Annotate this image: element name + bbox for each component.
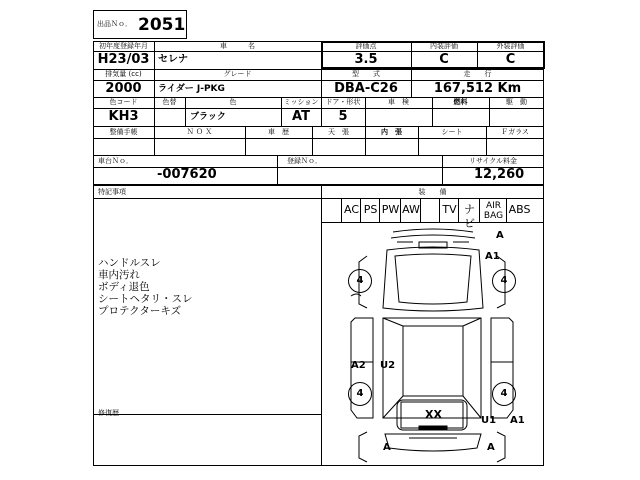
color-change-label: 色替 xyxy=(162,98,177,106)
damage-rear-bumper-left: A xyxy=(383,442,391,453)
equipment-cell xyxy=(341,199,360,222)
tire-rear-right: 4 xyxy=(492,382,516,406)
car-name-label: 車 名 xyxy=(220,42,255,50)
car-name-value: セレナ xyxy=(158,54,188,65)
recycle-label: リサイクル料金 xyxy=(468,157,518,165)
damage-rear-right-u: U1 xyxy=(481,415,497,426)
seat-label: シート xyxy=(441,128,463,136)
damage-front-right: A1 xyxy=(485,251,500,262)
remark-item: プロテクターキズ xyxy=(98,305,182,317)
equipment-item: AW xyxy=(402,203,420,216)
tire-front-right: 4 xyxy=(492,269,516,293)
front-bumper-shape xyxy=(391,229,475,248)
lot-number: 2051 xyxy=(138,15,186,35)
interior-lining-label: 内 張 xyxy=(381,128,402,136)
grade-value: ライダー J-PKG xyxy=(158,84,225,94)
history-label: 車 歴 xyxy=(268,128,289,136)
equipment-item: ナビ xyxy=(464,203,475,230)
tire-rear-left: 4 xyxy=(348,382,372,406)
doors-value: 5 xyxy=(338,109,348,124)
equipment-cell xyxy=(400,199,420,222)
lot-number-box xyxy=(93,10,187,39)
rating-label: 評価点 xyxy=(355,42,377,50)
color-code-value: KH3 xyxy=(108,109,139,124)
mileage-value: 167,512 Km xyxy=(433,81,522,96)
exterior-label: 外装評価 xyxy=(496,42,525,50)
lot-number-label: 出品Ｎｏ． xyxy=(97,20,132,28)
nox-label: Ｎ Ｏ Ｘ xyxy=(186,128,213,136)
equipment-item: AIR BAG xyxy=(483,201,504,221)
grade-label: グレード xyxy=(223,70,252,78)
transmission-label: ミッション xyxy=(283,98,319,106)
sunroof-label: 天 張 xyxy=(328,128,349,136)
recycle-value: 12,260 xyxy=(474,167,525,182)
equipment-item: PS xyxy=(363,203,378,216)
damage-rear-bumper-right: A xyxy=(487,442,495,453)
equipment-label: 装 備 xyxy=(418,188,447,196)
divider xyxy=(277,155,278,184)
equipment-cell xyxy=(420,199,439,222)
chassis-no-label: 車台Ｎｏ． xyxy=(98,157,133,165)
equipment-item: TV xyxy=(442,203,457,216)
equipment-cell xyxy=(506,199,531,222)
damage-left-rear-a: A2 xyxy=(351,360,366,371)
interior-value: C xyxy=(439,52,449,67)
first-registration-label: 初年度登録年月 xyxy=(99,42,148,50)
chassis-no-value: -007620 xyxy=(157,167,217,182)
divider xyxy=(93,126,544,127)
remark-item: ボディ退色 xyxy=(98,281,150,293)
remark-item: ハンドルスレ xyxy=(98,257,161,269)
exterior-value: C xyxy=(505,52,516,67)
model-label: 型 式 xyxy=(352,70,380,78)
damage-rear-right-a: A1 xyxy=(510,415,525,426)
transmission-value: AT xyxy=(292,109,310,124)
fuel-label: 燃料 xyxy=(453,98,468,106)
divider xyxy=(93,155,544,156)
first-registration-value: H23/03 xyxy=(97,52,150,67)
damage-left-rear-u: U2 xyxy=(380,360,396,371)
divider xyxy=(93,414,321,415)
equipment-cell xyxy=(379,199,400,222)
repair-history-label: 修復歴 xyxy=(98,409,119,417)
equipment-cell xyxy=(360,199,379,222)
displacement-label: 排気量 (cc) xyxy=(105,70,142,78)
maintenance-label: 整備手帳 xyxy=(109,128,138,136)
mileage-label: 走 行 xyxy=(463,70,492,78)
reg-no-label: 登録Ｎｏ． xyxy=(287,157,322,165)
equipment-cell xyxy=(458,199,479,230)
remark-item: 車内汚れ xyxy=(98,269,140,281)
equipment-item: AC xyxy=(343,203,359,216)
color-value: ブラック xyxy=(190,112,226,122)
color-label: 色 xyxy=(229,98,237,106)
rating-value: 3.5 xyxy=(354,52,378,67)
interior-label: 内装評価 xyxy=(430,42,458,50)
equipment-cell xyxy=(439,199,458,222)
rear-bumper-shape xyxy=(385,434,481,451)
remarks-label: 特記事項 xyxy=(98,188,126,196)
model-value: DBA-C26 xyxy=(334,81,398,96)
equipment-item: ABS xyxy=(508,203,531,216)
divider xyxy=(93,184,544,186)
drive-label: 駆 動 xyxy=(506,98,527,106)
damage-rear-gate: XX xyxy=(425,408,442,421)
equipment-cell xyxy=(479,199,506,222)
displacement-value: 2000 xyxy=(105,81,142,96)
divider xyxy=(93,138,544,139)
hood-shape xyxy=(383,247,483,311)
inspection-label: 車 検 xyxy=(388,98,409,106)
f-glass-label: Ｆガラス xyxy=(501,128,529,136)
remark-item: シートヘタリ・スレ xyxy=(98,293,193,305)
doors-label: ドア・形状 xyxy=(325,98,361,106)
damage-front-bumper: A xyxy=(496,230,504,241)
equipment-item: PW xyxy=(381,203,400,216)
tire-front-left: 4 xyxy=(348,269,372,293)
color-code-label: 色コード xyxy=(109,98,138,106)
car-diagram xyxy=(321,222,544,466)
